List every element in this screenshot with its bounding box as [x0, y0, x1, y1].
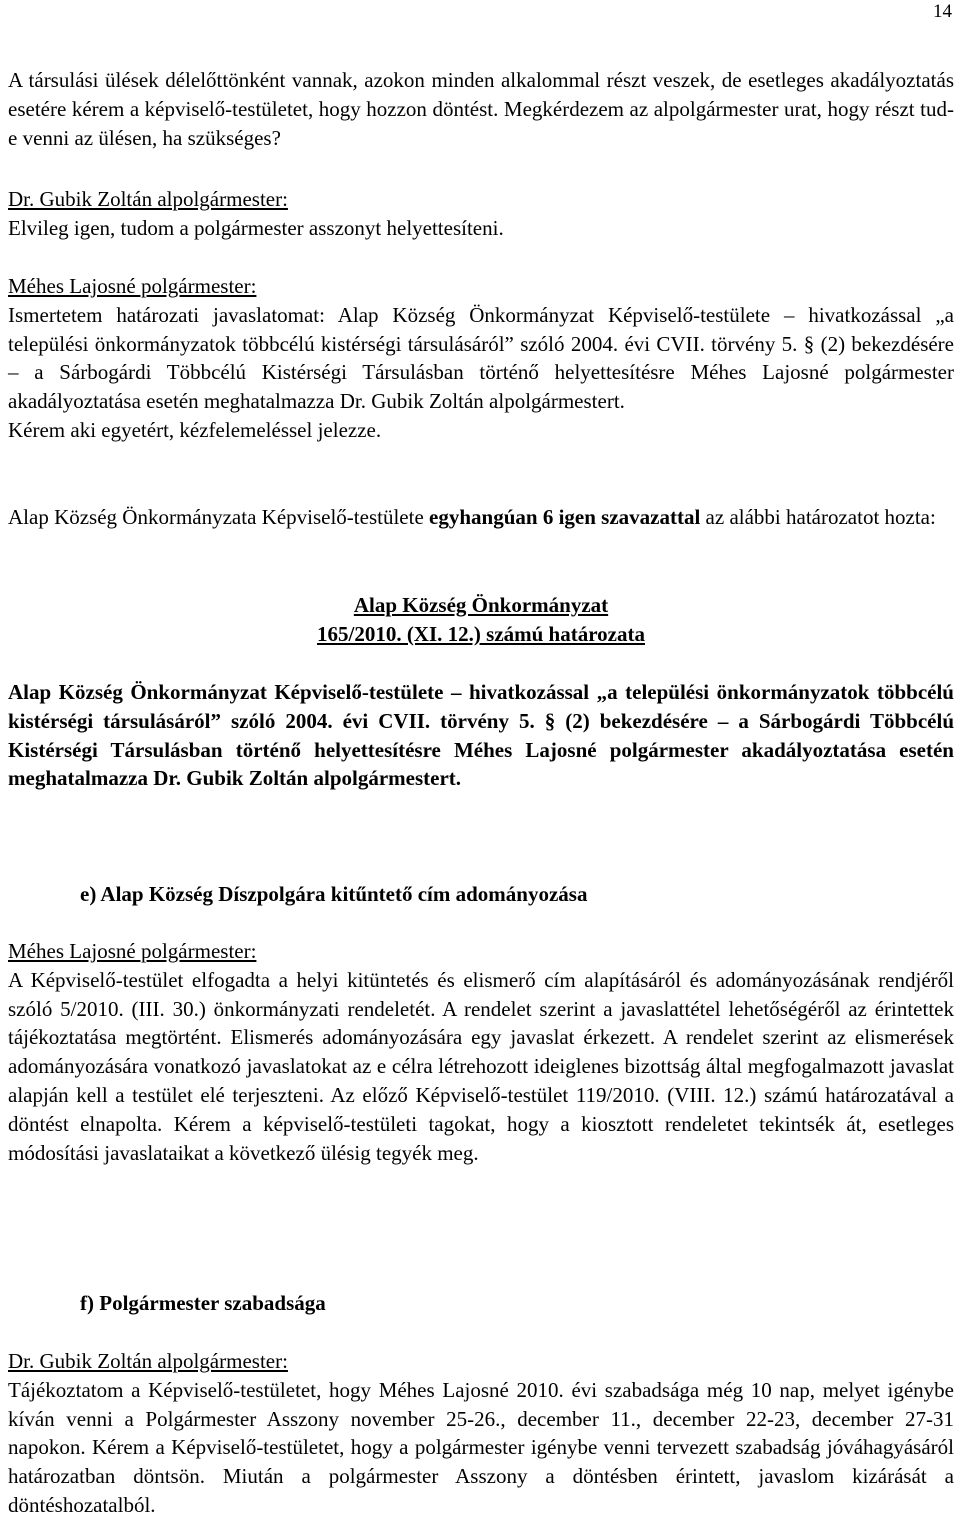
intro-section — [8, 66, 954, 152]
paragraph-vote-result — [8, 503, 954, 532]
page-number: 14 — [933, 1, 952, 22]
speaker-label: Méhes Lajosné polgármester: — [8, 939, 257, 963]
section-f-heading — [80, 1289, 950, 1318]
section-heading: e) Alap Község Díszpolgára kitűntető cím adományozása — [80, 882, 588, 906]
vote-text: Alap Község Önkormányzata Képviselő-testülete — [8, 505, 430, 529]
vote-result — [8, 503, 954, 532]
section-f-body — [8, 1347, 954, 1520]
vote-text: az alábbi határozatot hozta: — [700, 505, 936, 529]
paragraph-vote-call: Kérem aki egyetért, kézfelemeléssel jelezze. — [8, 417, 382, 442]
speaker-label: Dr. Gubik Zoltán alpolgármester: — [8, 187, 288, 211]
paragraph-leave: Tájékoztatom a Képviselő-testületet, hogy Méhes Lajosné 2010. évi szabadsága még 10 nap, melyet igénybe kíván venni a Polgármester Asszony november 25-26., december 11., december 22-23, december 27-31 napokon. Kérem a Képviselő-testületet, hogy a polgármester igénybe venni tervezett szabadság jóváhagyásáról határozatban döntsön. Miután a polgármester Asszony a döntésben érintett, javaslom kizárását a döntéshozatalból. — [8, 1377, 954, 1517]
paragraph-intro: A társulási ülések délelőttönként vannak, azokon minden alkalommal részt veszek, de esetleges akadályoztatás esetére kérem a képviselő-testületet, hogy hozzon döntést. Megkérdezem az alpolgármester urat, hogy részt tud-e venni az ülésen, ha szükséges? — [8, 68, 954, 150]
section-e-heading — [80, 880, 950, 909]
speaker-label: Dr. Gubik Zoltán alpolgármester: — [8, 1349, 288, 1373]
speaker-label: Méhes Lajosné polgármester: — [8, 274, 257, 298]
resolution-body — [8, 678, 954, 793]
vote-bold-text: egyhangúan 6 igen szavazattal — [429, 505, 701, 529]
resolution-title-line1: Alap Község Önkormányzat — [353, 593, 609, 617]
resolution-text: Alap Község Önkormányzat Képviselő-testülete – hivatkozással „a települési önkormányzatok többcélú kistérségi társulásáról” szóló 2004. évi CVII. törvény 5. § (2) bekezdésére – a Sárbogárdi Többcélú Kistérségi Társulásban történő helyettesítésre Méhes Lajosné polgármester akadályoztatása esetén meghatalmazza Dr. Gubik Zoltán alpolgármestert. — [8, 680, 954, 791]
resolution-title — [8, 591, 954, 649]
paragraph-proposal: Ismertetem határozati javaslatomat: Alap Község Önkormányzat Képviselő-testülete – hivatkozással „a települési önkormányzatok többcélú kistérségi társulásáról” szóló 2004. évi CVII. törvény 5. § (2) bekezdésére – a Sárbogárdi Többcélú Kistérségi Társulásban történő helyettesítésre Méhes Lajosné polgármester akadályoztatása esetén meghatalmazza Dr. Gubik Zoltán alpolgármestert. — [8, 302, 954, 414]
resolution-title-line2: 165/2010. (XI. 12.) számú határozata — [316, 621, 645, 646]
paragraph-award: A Képviselő-testület elfogadta a helyi kitüntetés és elismerő cím alapításáról és adományozásának rendjéről szóló 5/2010. (III. 30.) önkormányzati rendeletét. A rendelet szerint a javaslattétel lehetőségéről az érintettek tájékoztatása megtörtént. Elismerés adományozására egy javaslat érkezett. A rendelet szerint az elismerések adományozására vonatkozó javaslatokat az e célra létrehozott ideiglenes bizottság által megfogalmazott javaslat alapján kell a testület elé terjeszteni. Az előző Képviselő-testület 119/2010. (VIII. 12.) számú határozatával a döntést elnapolta. Kérem a képviselő-testületi tagokat, hogy a kiosztott rendeletet tekintsék át, esetleges módosítási javaslataikat a következő ülésig tegyék meg. — [8, 967, 954, 1165]
paragraph-reply: Elvileg igen, tudom a polgármester asszonyt helyettesíteni. — [8, 215, 504, 240]
exchange-2 — [8, 272, 954, 445]
section-e-body — [8, 937, 954, 1167]
exchange-1 — [8, 185, 954, 243]
section-heading: f) Polgármester szabadsága — [80, 1291, 326, 1315]
